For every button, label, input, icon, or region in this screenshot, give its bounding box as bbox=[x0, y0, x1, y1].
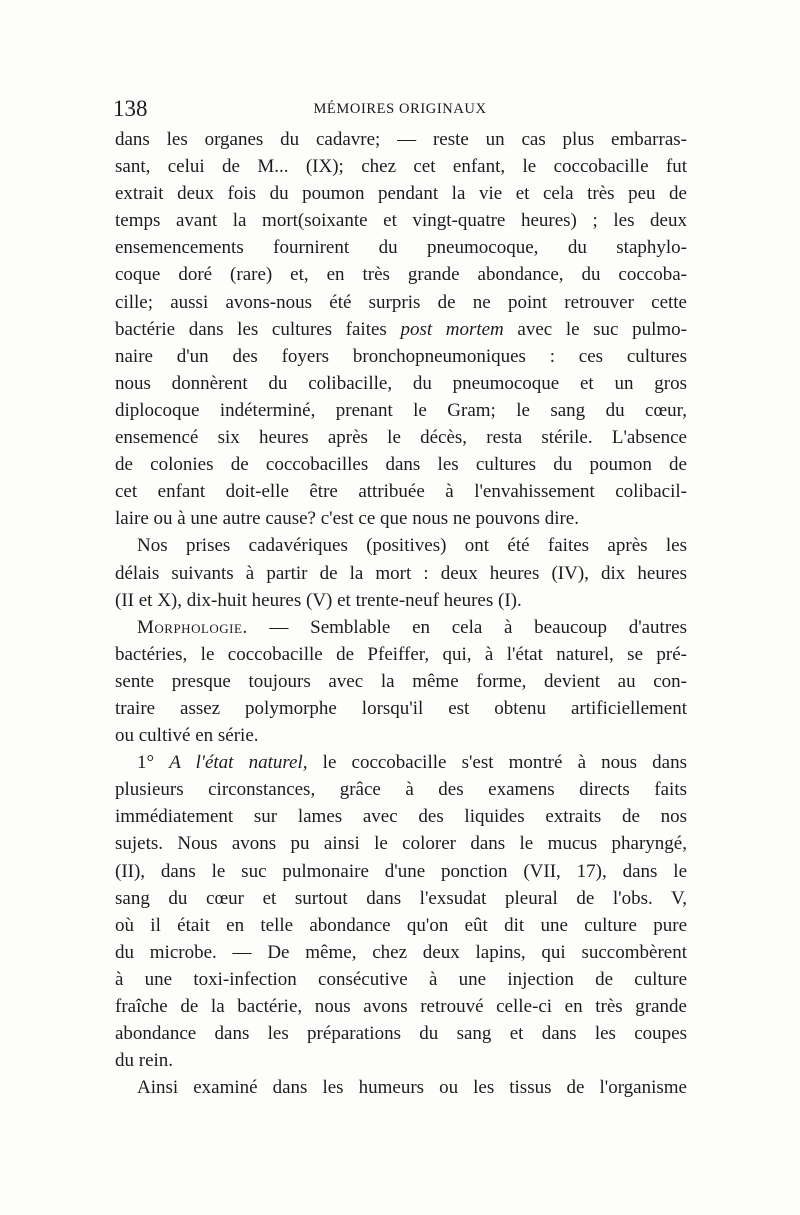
text-line: cille; aussi avons-nous été surpris de ne point retrouver cette bbox=[115, 291, 687, 313]
text-line: où il était en telle abondance qu'on eût dit une culture pure bbox=[115, 914, 687, 936]
text-span: 1° bbox=[137, 752, 170, 774]
text-line: ou cultivé en série. bbox=[115, 725, 259, 747]
text-line: temps avant la mort(soixante et vingt-quatre heures) ; les deux bbox=[115, 210, 687, 232]
text-line: fraîche de la bactérie, nous avons retrouvé celle-ci en très grande bbox=[115, 996, 687, 1017]
text-line: (II), dans le suc pulmonaire d'une ponction (VII, 17), dans le bbox=[115, 860, 687, 882]
text-line: bactéries, le coccobacille de Pfeiffer, qui, à l'état naturel, se pré- bbox=[115, 643, 687, 665]
text-line: dans les organes du cadavre; — reste un cas plus embarras- bbox=[115, 129, 687, 150]
text-line: délais suivants à partir de la mort : deux heures (IV), dix heures bbox=[115, 562, 687, 584]
text-line: sujets. Nous avons pu ainsi le colorer dans le mucus pharyngé, bbox=[115, 833, 687, 855]
page-number: 138 bbox=[113, 96, 148, 121]
text-line: plusieurs circonstances, grâce à des examens directs faits bbox=[115, 779, 687, 801]
italic-term: post mortem bbox=[400, 318, 504, 340]
text-line: à une toxi-infection consécutive à une injection de culture bbox=[115, 968, 687, 990]
text-line: traire assez polymorphe lorsqu'il est obtenu artificiellement bbox=[115, 697, 687, 719]
text-line bbox=[115, 749, 687, 776]
section-heading: Morphologie. bbox=[137, 616, 248, 638]
text-line bbox=[115, 316, 687, 343]
text-line: de colonies de coccobacilles dans les cultures du poumon de bbox=[115, 454, 687, 476]
text-line: sente presque toujours avec la même forme, devient au con- bbox=[115, 670, 687, 692]
text-line: abondance dans les préparations du sang et dans les coupes bbox=[115, 1023, 687, 1045]
text-line: ensemencements fournirent du pneumocoque, du staphylo- bbox=[115, 237, 687, 259]
text-line: nous donnèrent du colibacille, du pneumocoque et un gros bbox=[115, 372, 687, 394]
running-head: MÉMOIRES ORIGINAUX bbox=[313, 101, 487, 117]
italic-term: A l'état naturel, bbox=[169, 752, 308, 774]
text-line: du microbe. — De même, chez deux lapins, qui succombèrent bbox=[115, 941, 687, 963]
text-line: (II et X), dix-huit heures (V) et trente-neuf heures (I). bbox=[115, 589, 522, 611]
text-span: bactérie dans les cultures faites bbox=[115, 318, 401, 340]
text-line: laire ou à une autre cause? c'est ce que nous ne pouvons dire. bbox=[115, 508, 579, 530]
text-span: — Semblable en cela à beaucoup d'autres bbox=[247, 616, 687, 638]
text-line: naire d'un des foyers bronchopneumoniques : ces cultures bbox=[115, 345, 687, 367]
text-line: sant, celui de M... (IX); chez cet enfant, le coccobacille fut bbox=[115, 156, 687, 178]
text-span: avec le suc pulmo- bbox=[503, 318, 687, 340]
text-line: cet enfant doit-elle être attribuée à l'envahissement colibacil- bbox=[115, 481, 687, 503]
text-line: ensemencé six heures après le décès, resta stérile. L'absence bbox=[115, 427, 687, 449]
text-line: du rein. bbox=[115, 1050, 174, 1072]
text-line: Ainsi examiné dans les humeurs ou les tissus de l'organisme bbox=[137, 1077, 687, 1099]
text-line: diplocoque indéterminé, prenant le Gram; le sang du cœur, bbox=[115, 399, 687, 421]
text-line: coque doré (rare) et, en très grande abondance, du coccoba- bbox=[115, 264, 687, 286]
text-line: immédiatement sur lames avec des liquides extraits de nos bbox=[115, 806, 687, 828]
body-text bbox=[115, 126, 687, 1101]
text-span: le coccobacille s'est montré à nous dans bbox=[307, 752, 687, 774]
text-line: extrait deux fois du poumon pendant la vie et cela très peu de bbox=[115, 183, 687, 205]
text-line bbox=[115, 614, 687, 641]
text-line: Nos prises cadavériques (positives) ont été faites après les bbox=[137, 535, 687, 557]
text-line: sang du cœur et surtout dans l'exsudat pleural de l'obs. V, bbox=[115, 887, 687, 909]
page-header bbox=[113, 94, 687, 124]
